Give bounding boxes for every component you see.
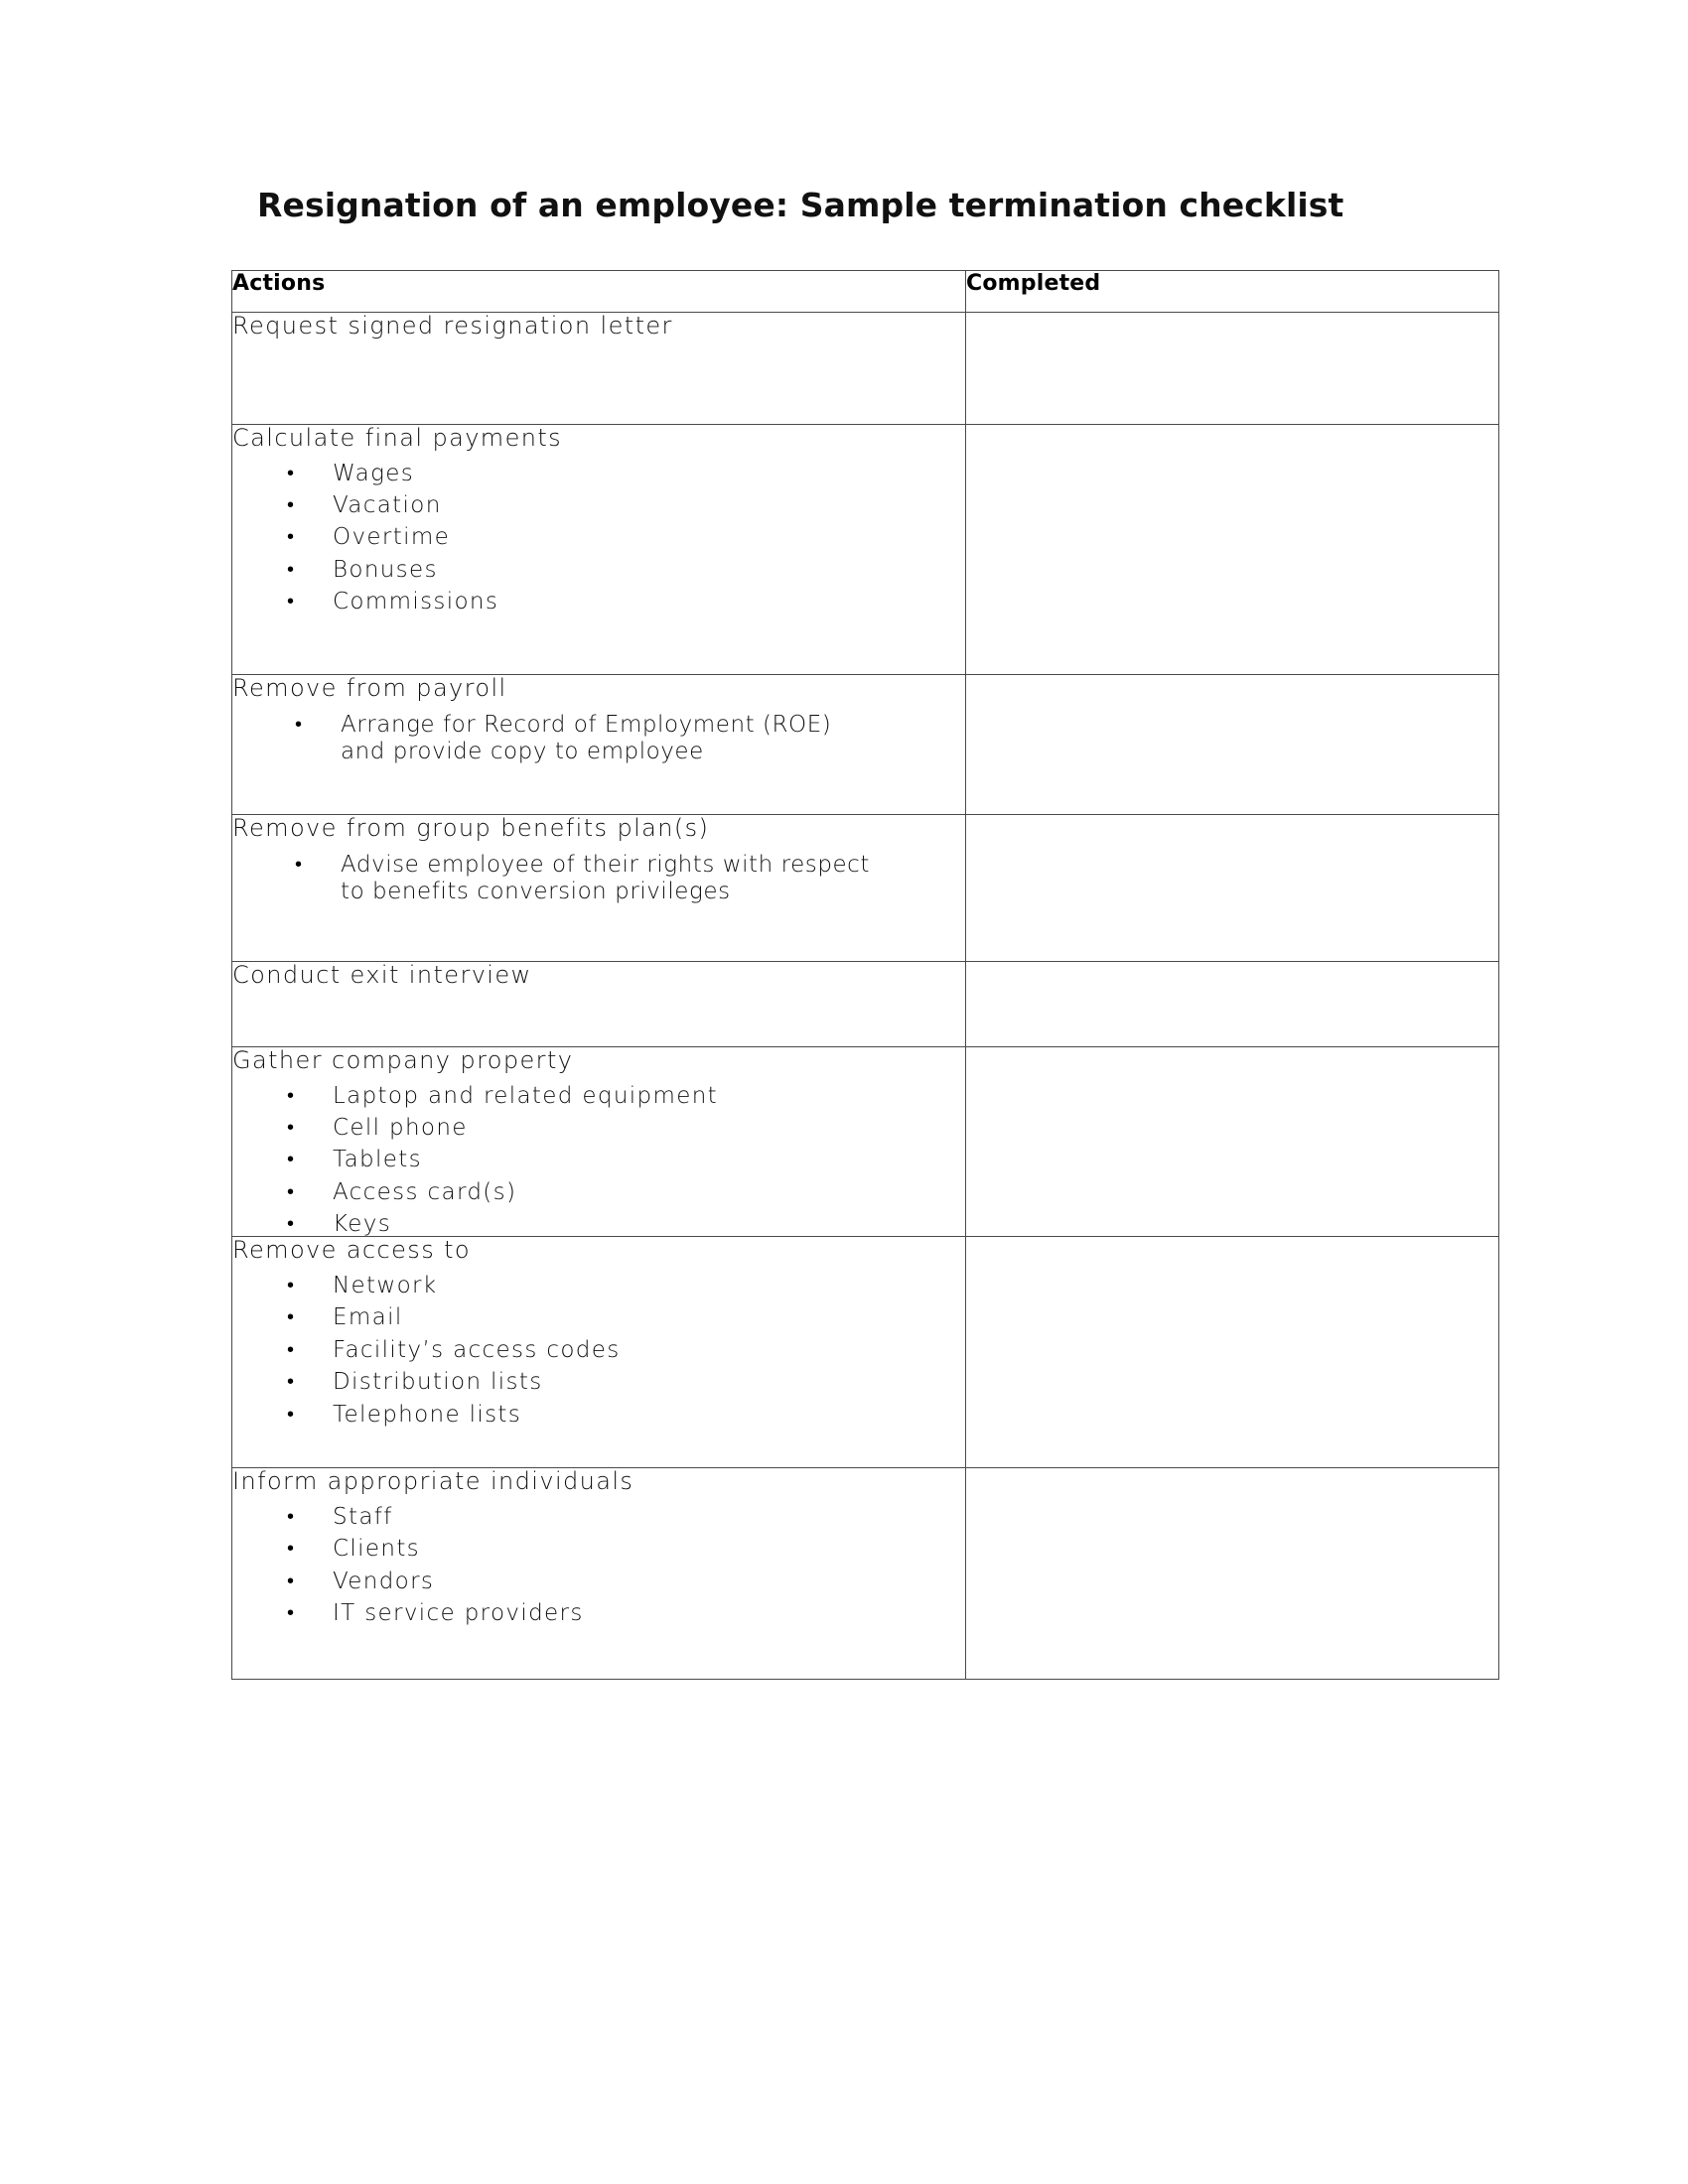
- list-item: • Telephone lists: [232, 1403, 965, 1427]
- action-cell: [232, 815, 966, 962]
- completed-cell[interactable]: [966, 313, 1499, 425]
- list-item: • Tablets: [232, 1148, 965, 1171]
- list-item: • Network: [232, 1274, 965, 1297]
- table-row: [232, 425, 1499, 675]
- list-item: • IT service providers: [232, 1601, 965, 1625]
- column-header-actions: Actions: [232, 271, 966, 313]
- completed-cell[interactable]: [966, 815, 1499, 962]
- action-label: Gather company property: [232, 1046, 574, 1074]
- action-label: Calculate final payments: [232, 424, 563, 452]
- list-item: • Cell phone: [232, 1116, 965, 1140]
- list-item: • Vacation: [232, 493, 965, 517]
- list-item: • Vendors: [232, 1570, 965, 1593]
- completed-cell[interactable]: [966, 425, 1499, 675]
- page-title: Resignation of an employee: Sample termination checklist: [257, 186, 1344, 224]
- action-label: Remove from group benefits plan(s): [232, 814, 710, 842]
- completed-cell[interactable]: [966, 962, 1499, 1047]
- action-cell: [232, 425, 966, 675]
- table-row: [232, 1047, 1499, 1237]
- action-sub-list: [232, 712, 965, 765]
- action-cell: [232, 313, 966, 425]
- table-header-row: [232, 271, 1499, 313]
- action-sub-list: [232, 852, 965, 905]
- termination-checklist-table: [231, 270, 1499, 1680]
- action-cell: [232, 1237, 966, 1468]
- action-label: Request signed resignation letter: [232, 312, 673, 340]
- table-row: [232, 815, 1499, 962]
- action-cell: [232, 962, 966, 1047]
- action-label: Inform appropriate individuals: [232, 1467, 634, 1496]
- list-item: • Arrange for Record of Employment (ROE) and provide copy to employee: [232, 712, 877, 765]
- action-label: Conduct exit interview: [232, 961, 532, 989]
- action-sub-list: [232, 1505, 965, 1626]
- list-item: • Commissions: [232, 590, 965, 614]
- action-sub-list: [232, 1274, 965, 1427]
- list-item: • Access card(s): [232, 1180, 965, 1204]
- list-item: • Facility’s access codes: [232, 1338, 965, 1362]
- list-item: • Keys: [232, 1212, 965, 1236]
- completed-cell[interactable]: [966, 1047, 1499, 1237]
- completed-cell[interactable]: [966, 1468, 1499, 1680]
- list-item: • Overtime: [232, 525, 965, 549]
- action-label: Remove access to: [232, 1236, 472, 1265]
- action-sub-list: [232, 1084, 965, 1237]
- list-item: • Laptop and related equipment: [232, 1084, 965, 1108]
- action-label: Remove from payroll: [232, 674, 507, 702]
- table-row: [232, 1468, 1499, 1680]
- table-row: [232, 313, 1499, 425]
- action-sub-list: [232, 462, 965, 614]
- action-cell: [232, 675, 966, 815]
- table-row: [232, 675, 1499, 815]
- list-item: • Email: [232, 1305, 965, 1329]
- action-cell: [232, 1468, 966, 1680]
- list-item: • Advise employee of their rights with respect to benefits conversion privileges: [232, 852, 877, 905]
- list-item: • Bonuses: [232, 558, 965, 582]
- list-item: • Staff: [232, 1505, 965, 1529]
- action-cell: [232, 1047, 966, 1237]
- list-item: • Wages: [232, 462, 965, 485]
- completed-cell[interactable]: [966, 675, 1499, 815]
- column-header-completed: Completed: [966, 271, 1499, 313]
- table-row: [232, 962, 1499, 1047]
- completed-cell[interactable]: [966, 1237, 1499, 1468]
- table-row: [232, 1237, 1499, 1468]
- list-item: • Clients: [232, 1537, 965, 1561]
- list-item: • Distribution lists: [232, 1370, 965, 1394]
